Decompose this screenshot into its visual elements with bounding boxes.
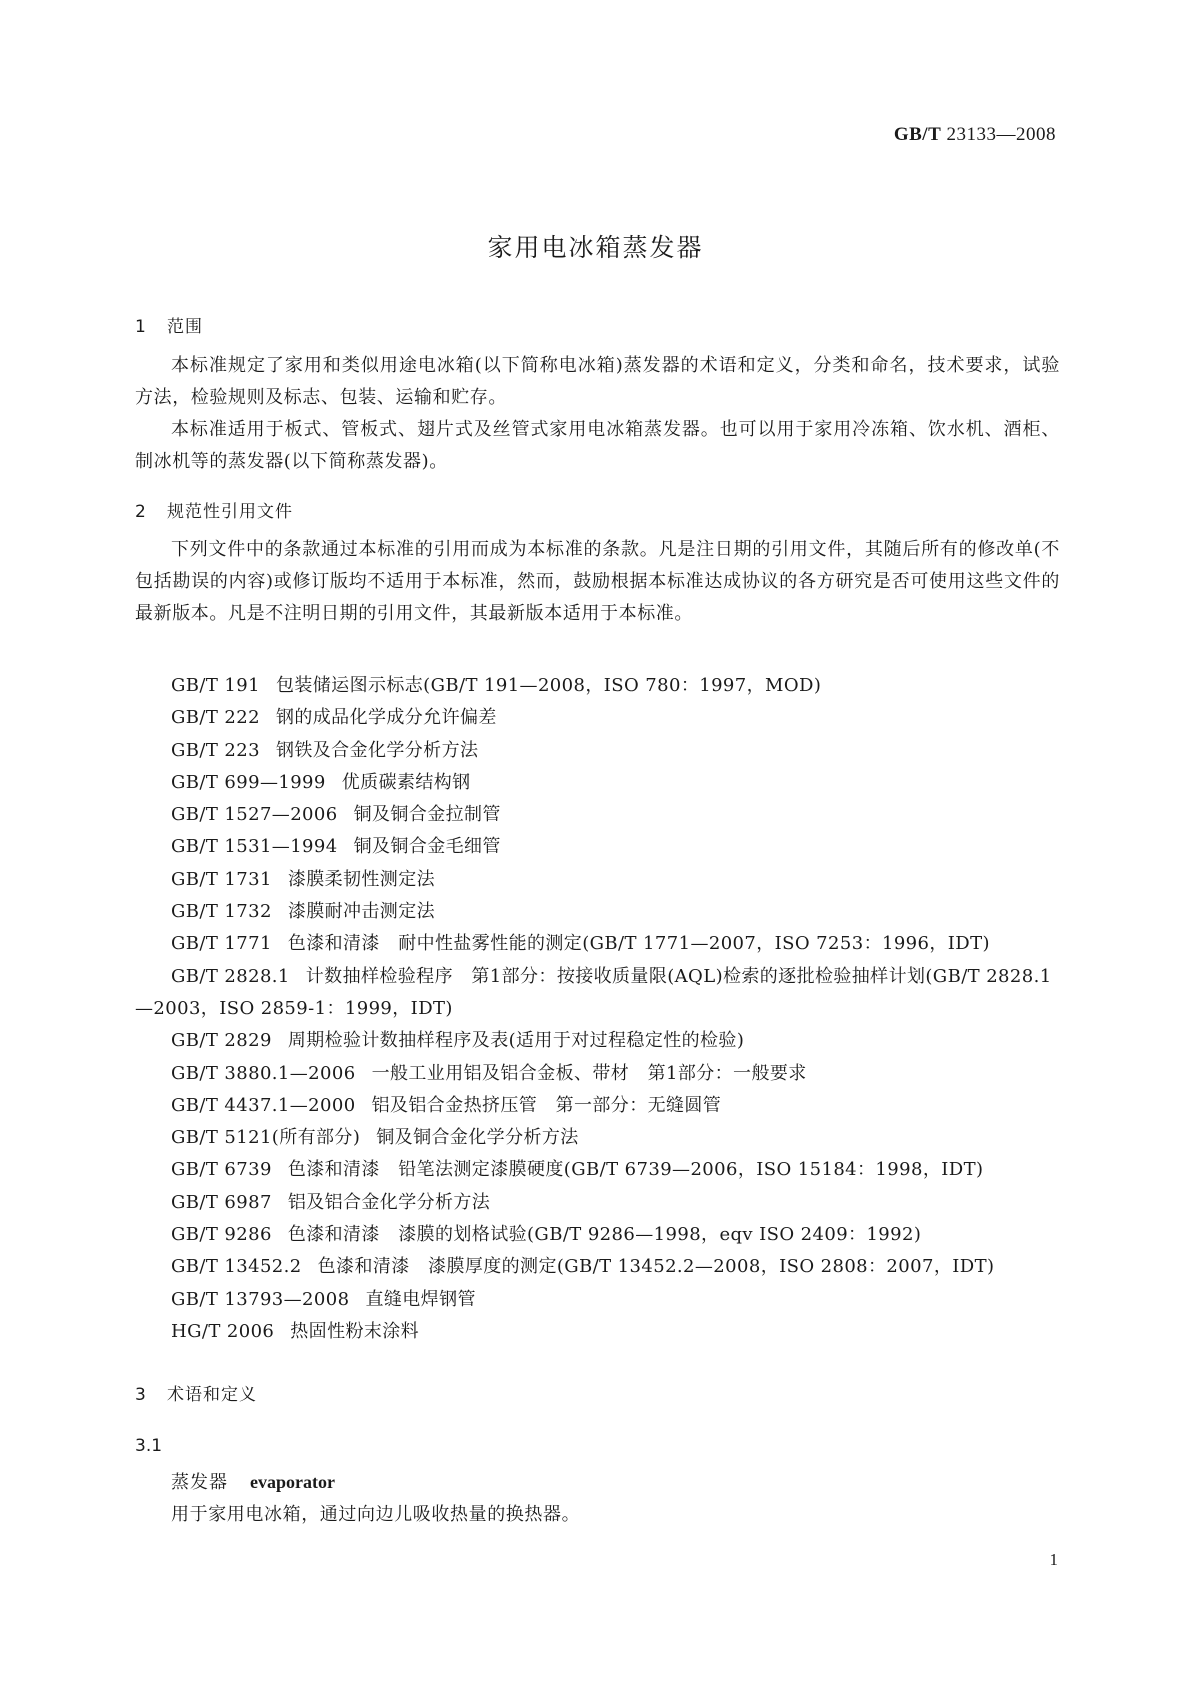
reference-item: GB/T 2829 周期检验计数抽样程序及表(适用于对过程稳定性的检验)	[171, 1030, 745, 1052]
reference-item: GB/T 9286 色漆和清漆 漆膜的划格试验(GB/T 9286—1998，eqv ISO 2409：1992)	[171, 1224, 922, 1246]
standard-code	[894, 124, 1056, 146]
standard-code-number: 23133—2008	[946, 124, 1056, 145]
reference-item: GB/T 1732 漆膜耐冲击测定法	[171, 901, 436, 923]
clause-number: 3.1	[135, 1436, 163, 1456]
reference-item: GB/T 191 包装储运图示标志(GB/T 191—2008，ISO 780：1997，MOD)	[171, 675, 822, 696]
scope-paragraph-1: 本标准规定了家用和类似用途电冰箱(以下简称电冰箱)蒸发器的术语和定义，分类和命名，技术要求，试验方法，检验规则及标志、包装、运输和贮存。	[135, 355, 1060, 408]
term-definition: 用于家用电冰箱，通过向边儿吸收热量的换热器。	[171, 1504, 581, 1525]
reference-item: GB/T 699—1999 优质碳素结构钢	[171, 771, 471, 793]
reference-item: GB/T 6739 色漆和清漆 铅笔法测定漆膜硬度(GB/T 6739—2006，ISO 15184：1998，IDT)	[171, 1159, 984, 1181]
reference-item: GB/T 13793—2008 直缝电焊钢管	[171, 1288, 476, 1310]
standard-code-prefix: GB/T	[893, 124, 942, 145]
term-english: evaporator	[250, 1472, 335, 1492]
section-heading-terms	[135, 1380, 257, 1405]
reference-item: GB/T 2828.1 计数抽样检验程序 第1部分：按接收质量限(AQL)检索的逐批检验抽样计划(GB/T 2828.1—2003，ISO 2859-1：1999，IDT)	[135, 965, 1052, 1019]
term-entry	[171, 1468, 335, 1494]
section-number: 2	[135, 502, 147, 522]
section-title: 规范性引用文件	[167, 502, 293, 522]
reference-item: GB/T 1771 色漆和清漆 耐中性盐雾性能的测定(GB/T 1771—2007，ISO 7253：1996，IDT)	[171, 933, 990, 955]
reference-list	[135, 670, 1060, 1348]
section-number: 3	[135, 1385, 147, 1405]
section-heading-scope	[135, 312, 203, 337]
scope-paragraph-2: 本标准适用于板式、管板式、翅片式及丝管式家用电冰箱蒸发器。也可以用于家用冷冻箱、饮水机、酒柜、制冰机等的蒸发器(以下简称蒸发器)。	[135, 419, 1060, 472]
reference-item: GB/T 222 钢的成品化学成分允许偏差	[171, 707, 497, 729]
page-number: 1	[1049, 1550, 1058, 1569]
reference-item: GB/T 1731 漆膜柔韧性测定法	[171, 868, 436, 890]
reference-item: HG/T 2006 热固性粉末涂料	[171, 1320, 420, 1342]
reference-item: GB/T 1527—2006 铜及铜合金拉制管	[171, 804, 501, 826]
reference-item: GB/T 223 钢铁及合金化学分析方法	[171, 739, 479, 761]
reference-item: GB/T 6987 铝及铝合金化学分析方法	[171, 1191, 491, 1213]
section-number: 1	[135, 317, 147, 337]
reference-item: GB/T 5121(所有部分) 铜及铜合金化学分析方法	[171, 1127, 579, 1149]
reference-item: GB/T 1531—1994 铜及铜合金毛细管	[171, 836, 501, 858]
reference-item: GB/T 4437.1—2000 铝及铝合金热挤压管 第一部分：无缝圆管	[171, 1094, 722, 1116]
section-title: 范围	[167, 317, 203, 337]
reference-item: GB/T 3880.1—2006 一般工业用铝及铝合金板、带材 第1部分：一般要求	[171, 1062, 807, 1084]
normative-intro-paragraph: 下列文件中的条款通过本标准的引用而成为本标准的条款。凡是注日期的引用文件，其随后所有的修改单(不包括勘误的内容)或修订版均不适用于本标准，然而，鼓励根据本标准达成协议的各方研究是否可使用这些文件的最新版本。凡是不注明日期的引用文件，其最新版本适用于本标准。	[135, 539, 1060, 624]
reference-item: GB/T 13452.2 色漆和清漆 漆膜厚度的测定(GB/T 13452.2—2008，ISO 2808：2007，IDT)	[171, 1256, 995, 1278]
section-title: 术语和定义	[167, 1385, 257, 1405]
term-chinese: 蒸发器	[171, 1472, 228, 1493]
document-title: 家用电冰箱蒸发器	[487, 233, 704, 262]
section-heading-normative-references	[135, 497, 293, 522]
